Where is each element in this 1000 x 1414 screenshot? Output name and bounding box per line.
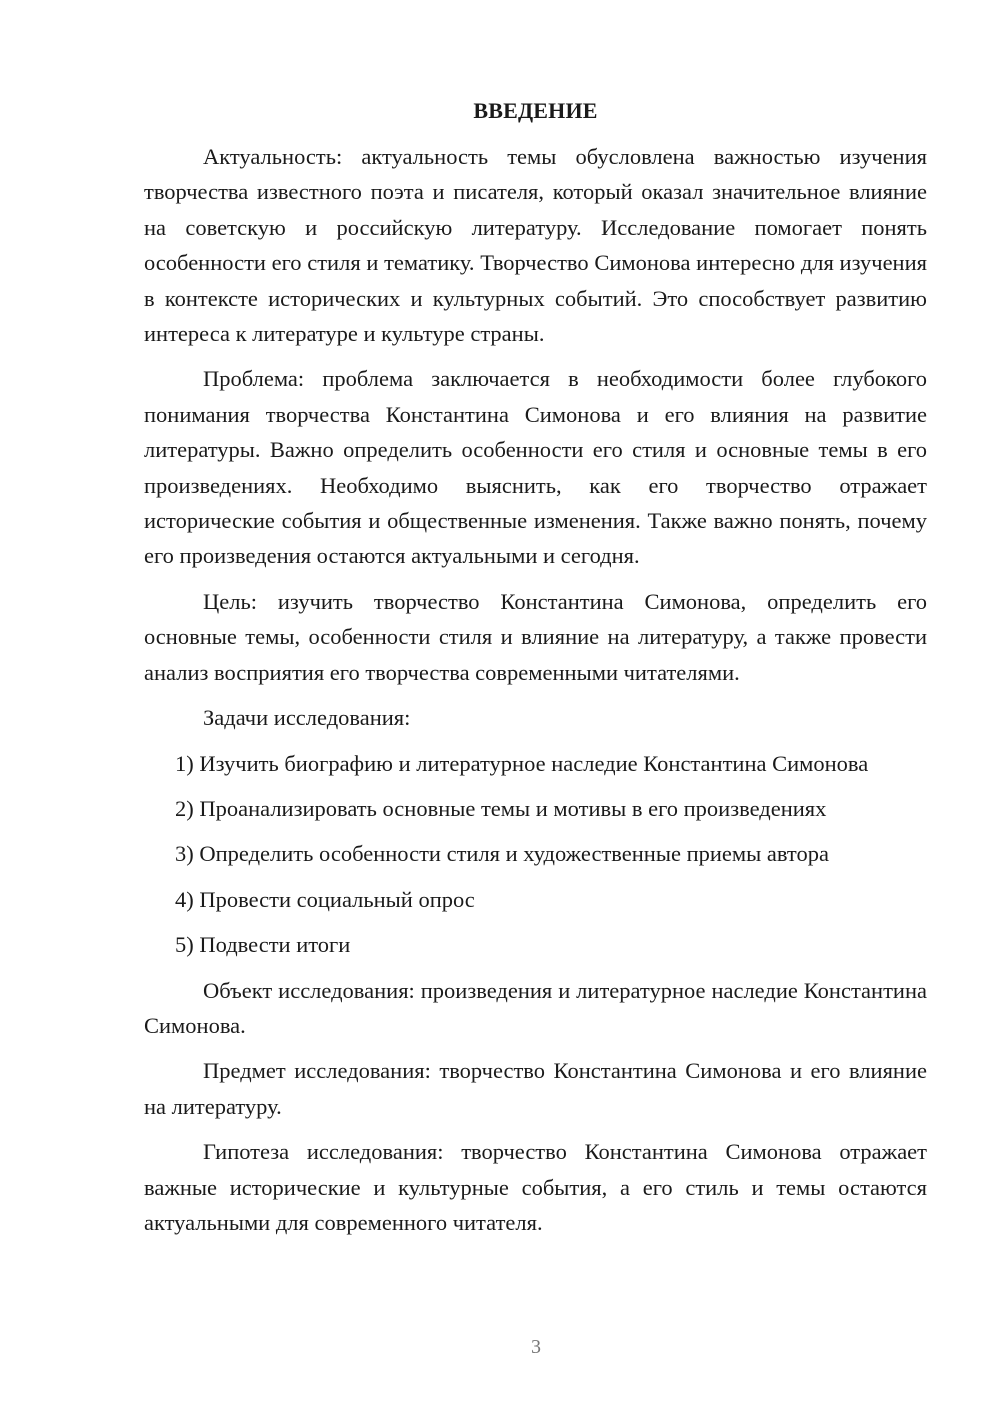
page-number: 3 bbox=[531, 1336, 541, 1358]
tasks-list bbox=[144, 746, 927, 963]
page-content bbox=[144, 96, 927, 1250]
task-item: 4) Провести социальный опрос bbox=[175, 886, 475, 912]
tasks-heading: Задачи исследования: bbox=[203, 705, 411, 731]
task-item: 3) Определить особенности стиля и художественные приемы автора bbox=[175, 841, 829, 867]
subject-paragraph: Предмет исследования: творчество Константина Симонова и его влияние на литературу. bbox=[144, 1058, 927, 1119]
goal-paragraph: Цель: изучить творчество Константина Симонова, определить его основные темы, особенности стиля и влияние на литературу, а также провести анализ восприятия его творчества современными читателями. bbox=[144, 588, 927, 685]
relevance-paragraph: Актуальность: актуальность темы обусловлена важностью изучения творчества известного поэта и писателя, который оказал значительное влияние на советскую и российскую литературу. Исследование помогает понять особенности его стиля и тематику. Творчество Симонова интересно для изучения в контексте исторических и культурных событий. Это способствует развитию интереса к литературе и культуре страны. bbox=[144, 144, 927, 347]
object-paragraph: Объект исследования: произведения и литературное наследие Константина Симонова. bbox=[144, 977, 927, 1038]
hypothesis-paragraph: Гипотеза исследования: творчество Константина Симонова отражает важные исторические и культурные события, а его стиль и темы остаются актуальными для современного читателя. bbox=[144, 1139, 927, 1235]
task-item: 2) Проанализировать основные темы и мотивы в его произведениях bbox=[175, 795, 827, 821]
page-title: ВВЕДЕНИЕ bbox=[473, 98, 598, 123]
task-item: 5) Подвести итоги bbox=[175, 932, 351, 958]
task-item: 1) Изучить биографию и литературное наследие Константина Симонова bbox=[175, 750, 869, 776]
problem-paragraph: Проблема: проблема заключается в необходимости более глубокого понимания творчества Константина Симонова и его влияния на развитие литературы. Важно определить особенности его стиля и основные темы в его произведениях. Необходимо выяснить, как его творчество отражает исторические события и общественные изменения. Также важно понять, почему его произведения остаются актуальными и сегодня. bbox=[144, 366, 927, 569]
